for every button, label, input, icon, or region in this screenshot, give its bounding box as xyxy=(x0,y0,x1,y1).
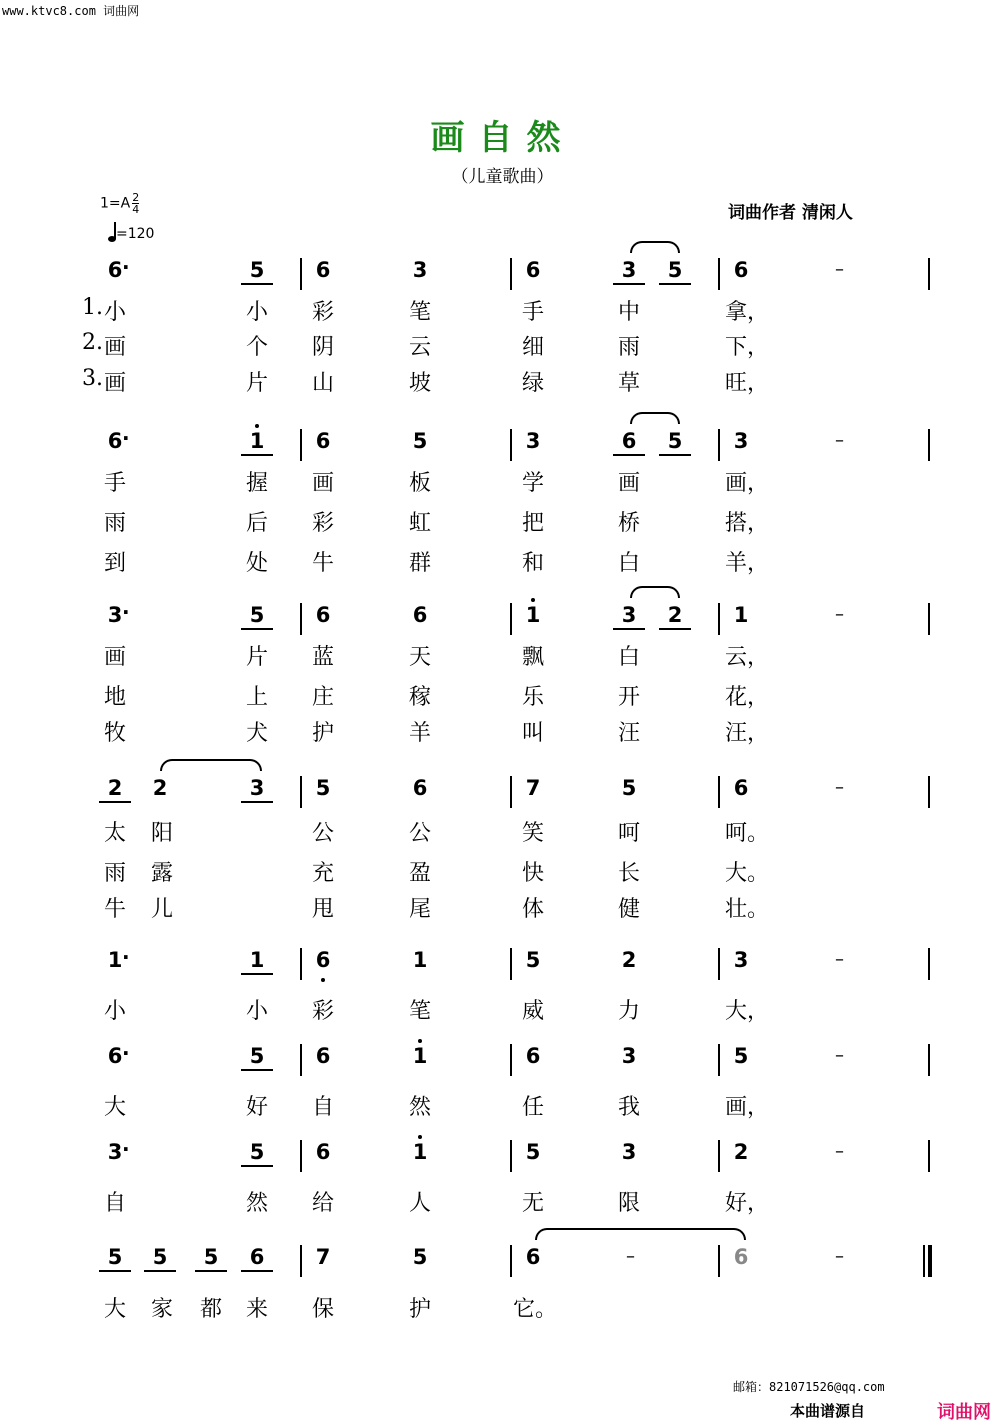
augmentation-dot: · xyxy=(122,255,130,279)
lyric: 自 xyxy=(103,1191,126,1216)
augmentation-dot: · xyxy=(122,600,130,624)
note: 2 xyxy=(663,603,687,627)
lyric: 群 xyxy=(408,551,431,576)
sustain-dash: – xyxy=(835,777,844,798)
lyric: 快 xyxy=(521,861,544,886)
note: 1 xyxy=(412,1044,428,1068)
lyric: 个 xyxy=(245,335,268,360)
lyric: 小 xyxy=(245,999,268,1024)
lyric: 画 xyxy=(103,335,126,360)
lyric: 小 xyxy=(245,300,268,325)
lyric: 然 xyxy=(408,1095,431,1120)
lyric: 羊 xyxy=(408,721,431,746)
lyric: 手 xyxy=(103,471,126,496)
barline xyxy=(928,603,930,635)
lyric: 好 xyxy=(245,1095,268,1120)
note: 2 xyxy=(621,948,637,972)
note: 5 xyxy=(103,1245,127,1269)
note: 3 xyxy=(733,429,749,453)
lyric: 护 xyxy=(408,1297,431,1322)
barline xyxy=(300,603,302,635)
note: 7 xyxy=(525,776,541,800)
lyric: 给 xyxy=(311,1191,334,1216)
lyric: 羊， xyxy=(725,551,770,576)
barline xyxy=(718,1140,720,1172)
note: 6 xyxy=(412,603,428,627)
barline xyxy=(300,429,302,461)
lyric: 牛 xyxy=(103,897,126,922)
note: 5 xyxy=(525,948,541,972)
note: 6 xyxy=(525,1245,541,1269)
barline xyxy=(718,1245,720,1277)
barline xyxy=(300,1044,302,1076)
note: 5 xyxy=(245,1140,269,1164)
barline xyxy=(510,948,512,980)
lyric: 限 xyxy=(617,1191,640,1216)
augmentation-dot: · xyxy=(122,1137,130,1161)
barline xyxy=(510,776,512,808)
tempo-text: =120 xyxy=(116,226,155,242)
barline xyxy=(928,948,930,980)
lyric: 学 xyxy=(521,471,544,496)
note: 5 xyxy=(663,429,687,453)
sustain-dash: – xyxy=(835,1141,844,1162)
lyric: 甩 xyxy=(311,897,334,922)
lyric: 壮。 xyxy=(725,897,770,922)
time-denominator: 4 xyxy=(132,203,140,216)
slur-mark xyxy=(535,1228,746,1240)
lyric: 然 xyxy=(245,1191,268,1216)
lyric: 都 xyxy=(199,1297,222,1322)
lyric: 拿， xyxy=(725,300,770,325)
barline xyxy=(300,776,302,808)
time-numerator: 2 xyxy=(132,191,140,204)
lyric: 大， xyxy=(725,999,770,1024)
barline xyxy=(510,603,512,635)
barline xyxy=(300,948,302,980)
key-signature xyxy=(100,192,139,215)
barline xyxy=(300,258,302,290)
note: 3 xyxy=(245,776,269,800)
lyric: 画 xyxy=(311,471,334,496)
sustain-dash: – xyxy=(835,1045,844,1066)
barline xyxy=(718,258,720,290)
note: 6 xyxy=(245,1245,269,1269)
barline xyxy=(510,1140,512,1172)
note: 5 xyxy=(412,429,428,453)
lyric: 处 xyxy=(245,551,268,576)
note: 3 xyxy=(107,1140,123,1164)
note: 3 xyxy=(525,429,541,453)
note: 5 xyxy=(245,1044,269,1068)
tempo-marking xyxy=(108,222,154,242)
site-watermark: www.ktvc8.com 词曲网 xyxy=(2,4,140,18)
note: 6 xyxy=(733,776,749,800)
lyric: 呵。 xyxy=(725,821,770,846)
lyric: 露 xyxy=(150,861,173,886)
note: 3 xyxy=(617,603,641,627)
lyric: 坡 xyxy=(408,371,431,396)
lyric: 下， xyxy=(725,335,770,360)
octave-dot-above xyxy=(418,1039,422,1043)
lyric: 小 xyxy=(103,999,126,1024)
note: 3 xyxy=(412,258,428,282)
source-label: 本曲谱源自 xyxy=(790,1402,866,1420)
lyric: 公 xyxy=(408,821,431,846)
note: 2 xyxy=(733,1140,749,1164)
lyric: 尾 xyxy=(408,897,431,922)
note: 5 xyxy=(315,776,331,800)
lyric: 小 xyxy=(103,300,126,325)
barline xyxy=(928,776,930,808)
lyric: 彩 xyxy=(311,511,334,536)
lyric: 片 xyxy=(245,371,268,396)
augmentation-dot: · xyxy=(122,1041,130,1065)
lyric: 后 xyxy=(245,511,268,536)
octave-dot-above xyxy=(531,598,535,602)
barline xyxy=(718,948,720,980)
lyric: 家 xyxy=(150,1297,173,1322)
note: 1 xyxy=(412,948,428,972)
lyric: 来 xyxy=(245,1297,268,1322)
note: 5 xyxy=(245,258,269,282)
note: 3 xyxy=(617,258,641,282)
note: 1 xyxy=(412,1140,428,1164)
sustain-dash: – xyxy=(835,949,844,970)
note: 5 xyxy=(663,258,687,282)
lyric: 白 xyxy=(617,551,640,576)
lyric: 自 xyxy=(311,1095,334,1120)
lyric: 人 xyxy=(408,1191,431,1216)
lyric: 上 xyxy=(245,685,268,710)
note: 5 xyxy=(148,1245,172,1269)
lyric: 画， xyxy=(725,471,770,496)
note: 5 xyxy=(525,1140,541,1164)
lyric: 彩 xyxy=(311,300,334,325)
lyric: 牛 xyxy=(311,551,334,576)
lyric: 好， xyxy=(725,1191,770,1216)
note: 7 xyxy=(315,1245,331,1269)
lyric: 大。 xyxy=(725,861,770,886)
lyric: 雨 xyxy=(103,861,126,886)
lyric: 稼 xyxy=(408,685,431,710)
lyric: 牧 xyxy=(103,721,126,746)
note: 1 xyxy=(525,603,541,627)
lyric: 健 xyxy=(617,897,640,922)
note: 6 xyxy=(315,1140,331,1164)
lyric: 彩 xyxy=(311,999,334,1024)
lyric: 云 xyxy=(408,335,431,360)
song-subtitle: （儿童歌曲） xyxy=(451,167,554,187)
lyric: 板 xyxy=(408,471,431,496)
composer-credit: 词曲作者 清闲人 xyxy=(728,203,853,223)
lyric: 乐 xyxy=(521,685,544,710)
barline xyxy=(300,1140,302,1172)
lyric: 把 xyxy=(521,511,544,536)
lyric: 我 xyxy=(617,1095,640,1120)
verse-number: 3. xyxy=(82,366,103,391)
lyric: 开 xyxy=(617,685,640,710)
lyric: 无 xyxy=(521,1191,544,1216)
barline xyxy=(928,1044,930,1076)
lyric: 画 xyxy=(617,471,640,496)
lyric: 笔 xyxy=(408,999,431,1024)
note: 5 xyxy=(199,1245,223,1269)
note: 1 xyxy=(245,429,269,453)
contact-email: 邮箱：821071526@qq.com xyxy=(733,1380,885,1394)
lyric: 大 xyxy=(103,1297,126,1322)
note: 3 xyxy=(621,1140,637,1164)
site-logo: 词曲网 xyxy=(937,1402,991,1423)
slur-mark xyxy=(630,412,680,424)
lyric: 体 xyxy=(521,897,544,922)
lyric: 草 xyxy=(617,371,640,396)
octave-dot-below xyxy=(321,978,325,982)
barline xyxy=(718,1044,720,1076)
note: 6 xyxy=(733,1245,749,1269)
barline xyxy=(718,429,720,461)
slur-mark xyxy=(630,241,680,253)
lyric: 山 xyxy=(311,371,334,396)
note: 2 xyxy=(103,776,127,800)
lyric: 和 xyxy=(521,551,544,576)
note: 6 xyxy=(412,776,428,800)
lyric: 手 xyxy=(521,300,544,325)
lyric: 力 xyxy=(617,999,640,1024)
lyric: 中 xyxy=(617,300,640,325)
barline xyxy=(510,1245,512,1277)
lyric: 画 xyxy=(103,371,126,396)
note: 3 xyxy=(107,603,123,627)
lyric: 任 xyxy=(521,1095,544,1120)
lyric: 保 xyxy=(311,1297,334,1322)
sustain-dash: – xyxy=(835,1246,844,1267)
lyric: 到 xyxy=(103,551,126,576)
note: 6 xyxy=(107,1044,123,1068)
lyric: 画， xyxy=(725,1095,770,1120)
note: 5 xyxy=(412,1245,428,1269)
note: 3 xyxy=(621,1044,637,1068)
lyric: 叫 xyxy=(521,721,544,746)
note: 6 xyxy=(617,429,641,453)
octave-dot-above xyxy=(255,424,259,428)
note: 1 xyxy=(245,948,269,972)
lyric: 呵 xyxy=(617,821,640,846)
lyric: 花， xyxy=(725,685,770,710)
note: 6 xyxy=(733,258,749,282)
note: 5 xyxy=(245,603,269,627)
lyric: 飘 xyxy=(521,645,544,670)
lyric: 绿 xyxy=(521,371,544,396)
note: 6 xyxy=(107,258,123,282)
lyric: 大 xyxy=(103,1095,126,1120)
lyric: 充 xyxy=(311,861,334,886)
verse-number: 2. xyxy=(82,330,103,355)
sustain-dash: – xyxy=(835,259,844,280)
lyric: 盈 xyxy=(408,861,431,886)
final-barline-thick xyxy=(928,1245,932,1277)
note: 1 xyxy=(107,948,123,972)
barline xyxy=(300,1245,302,1277)
lyric: 雨 xyxy=(617,335,640,360)
lyric: 雨 xyxy=(103,511,126,536)
lyric: 地 xyxy=(103,685,126,710)
verse-number: 1. xyxy=(82,295,103,320)
lyric: 太 xyxy=(103,821,126,846)
barline xyxy=(718,603,720,635)
lyric: 片 xyxy=(245,645,268,670)
quarter-note-icon xyxy=(108,222,116,242)
song-title: 画自然 xyxy=(430,118,575,158)
sustain-dash: – xyxy=(835,604,844,625)
lyric: 护 xyxy=(311,721,334,746)
note: 1 xyxy=(733,603,749,627)
lyric: 画 xyxy=(103,645,126,670)
lyric: 蓝 xyxy=(311,645,334,670)
lyric: 公 xyxy=(311,821,334,846)
lyric: 天 xyxy=(408,645,431,670)
lyric: 桥 xyxy=(617,511,640,536)
lyric: 儿 xyxy=(150,897,173,922)
lyric: 汪， xyxy=(725,721,770,746)
barline xyxy=(510,258,512,290)
sustain-dash: – xyxy=(626,1246,635,1267)
lyric: 虹 xyxy=(408,511,431,536)
note: 6 xyxy=(315,258,331,282)
note: 6 xyxy=(315,603,331,627)
barline xyxy=(510,1044,512,1076)
barline xyxy=(928,258,930,290)
lyric: 威 xyxy=(521,999,544,1024)
barline xyxy=(928,1140,930,1172)
slur-mark xyxy=(160,759,262,771)
note: 3 xyxy=(733,948,749,972)
lyric: 阳 xyxy=(150,821,173,846)
key-text: 1=A xyxy=(100,195,131,212)
lyric: 它。 xyxy=(513,1297,558,1322)
note: 6 xyxy=(315,429,331,453)
lyric: 阴 xyxy=(311,335,334,360)
note: 6 xyxy=(525,258,541,282)
barline xyxy=(718,776,720,808)
lyric: 旺， xyxy=(725,371,770,396)
note: 5 xyxy=(733,1044,749,1068)
octave-dot-above xyxy=(418,1135,422,1139)
note: 6 xyxy=(315,1044,331,1068)
note: 6 xyxy=(107,429,123,453)
barline xyxy=(928,429,930,461)
lyric: 白 xyxy=(617,645,640,670)
lyric: 长 xyxy=(617,861,640,886)
barline xyxy=(510,429,512,461)
slur-mark xyxy=(630,586,680,598)
augmentation-dot: · xyxy=(122,426,130,450)
lyric: 笔 xyxy=(408,300,431,325)
sustain-dash: – xyxy=(835,430,844,451)
final-barline-thin xyxy=(923,1245,925,1277)
lyric: 庄 xyxy=(311,685,334,710)
lyric: 犬 xyxy=(245,721,268,746)
time-signature xyxy=(132,192,139,215)
lyric: 搭， xyxy=(725,511,770,536)
note: 5 xyxy=(621,776,637,800)
lyric: 握 xyxy=(245,471,268,496)
note: 6 xyxy=(525,1044,541,1068)
lyric: 笑 xyxy=(521,821,544,846)
lyric: 细 xyxy=(521,335,544,360)
augmentation-dot: · xyxy=(122,945,130,969)
lyric: 云， xyxy=(725,645,770,670)
note: 2 xyxy=(152,776,168,800)
lyric: 汪 xyxy=(617,721,640,746)
note: 6 xyxy=(315,948,331,972)
